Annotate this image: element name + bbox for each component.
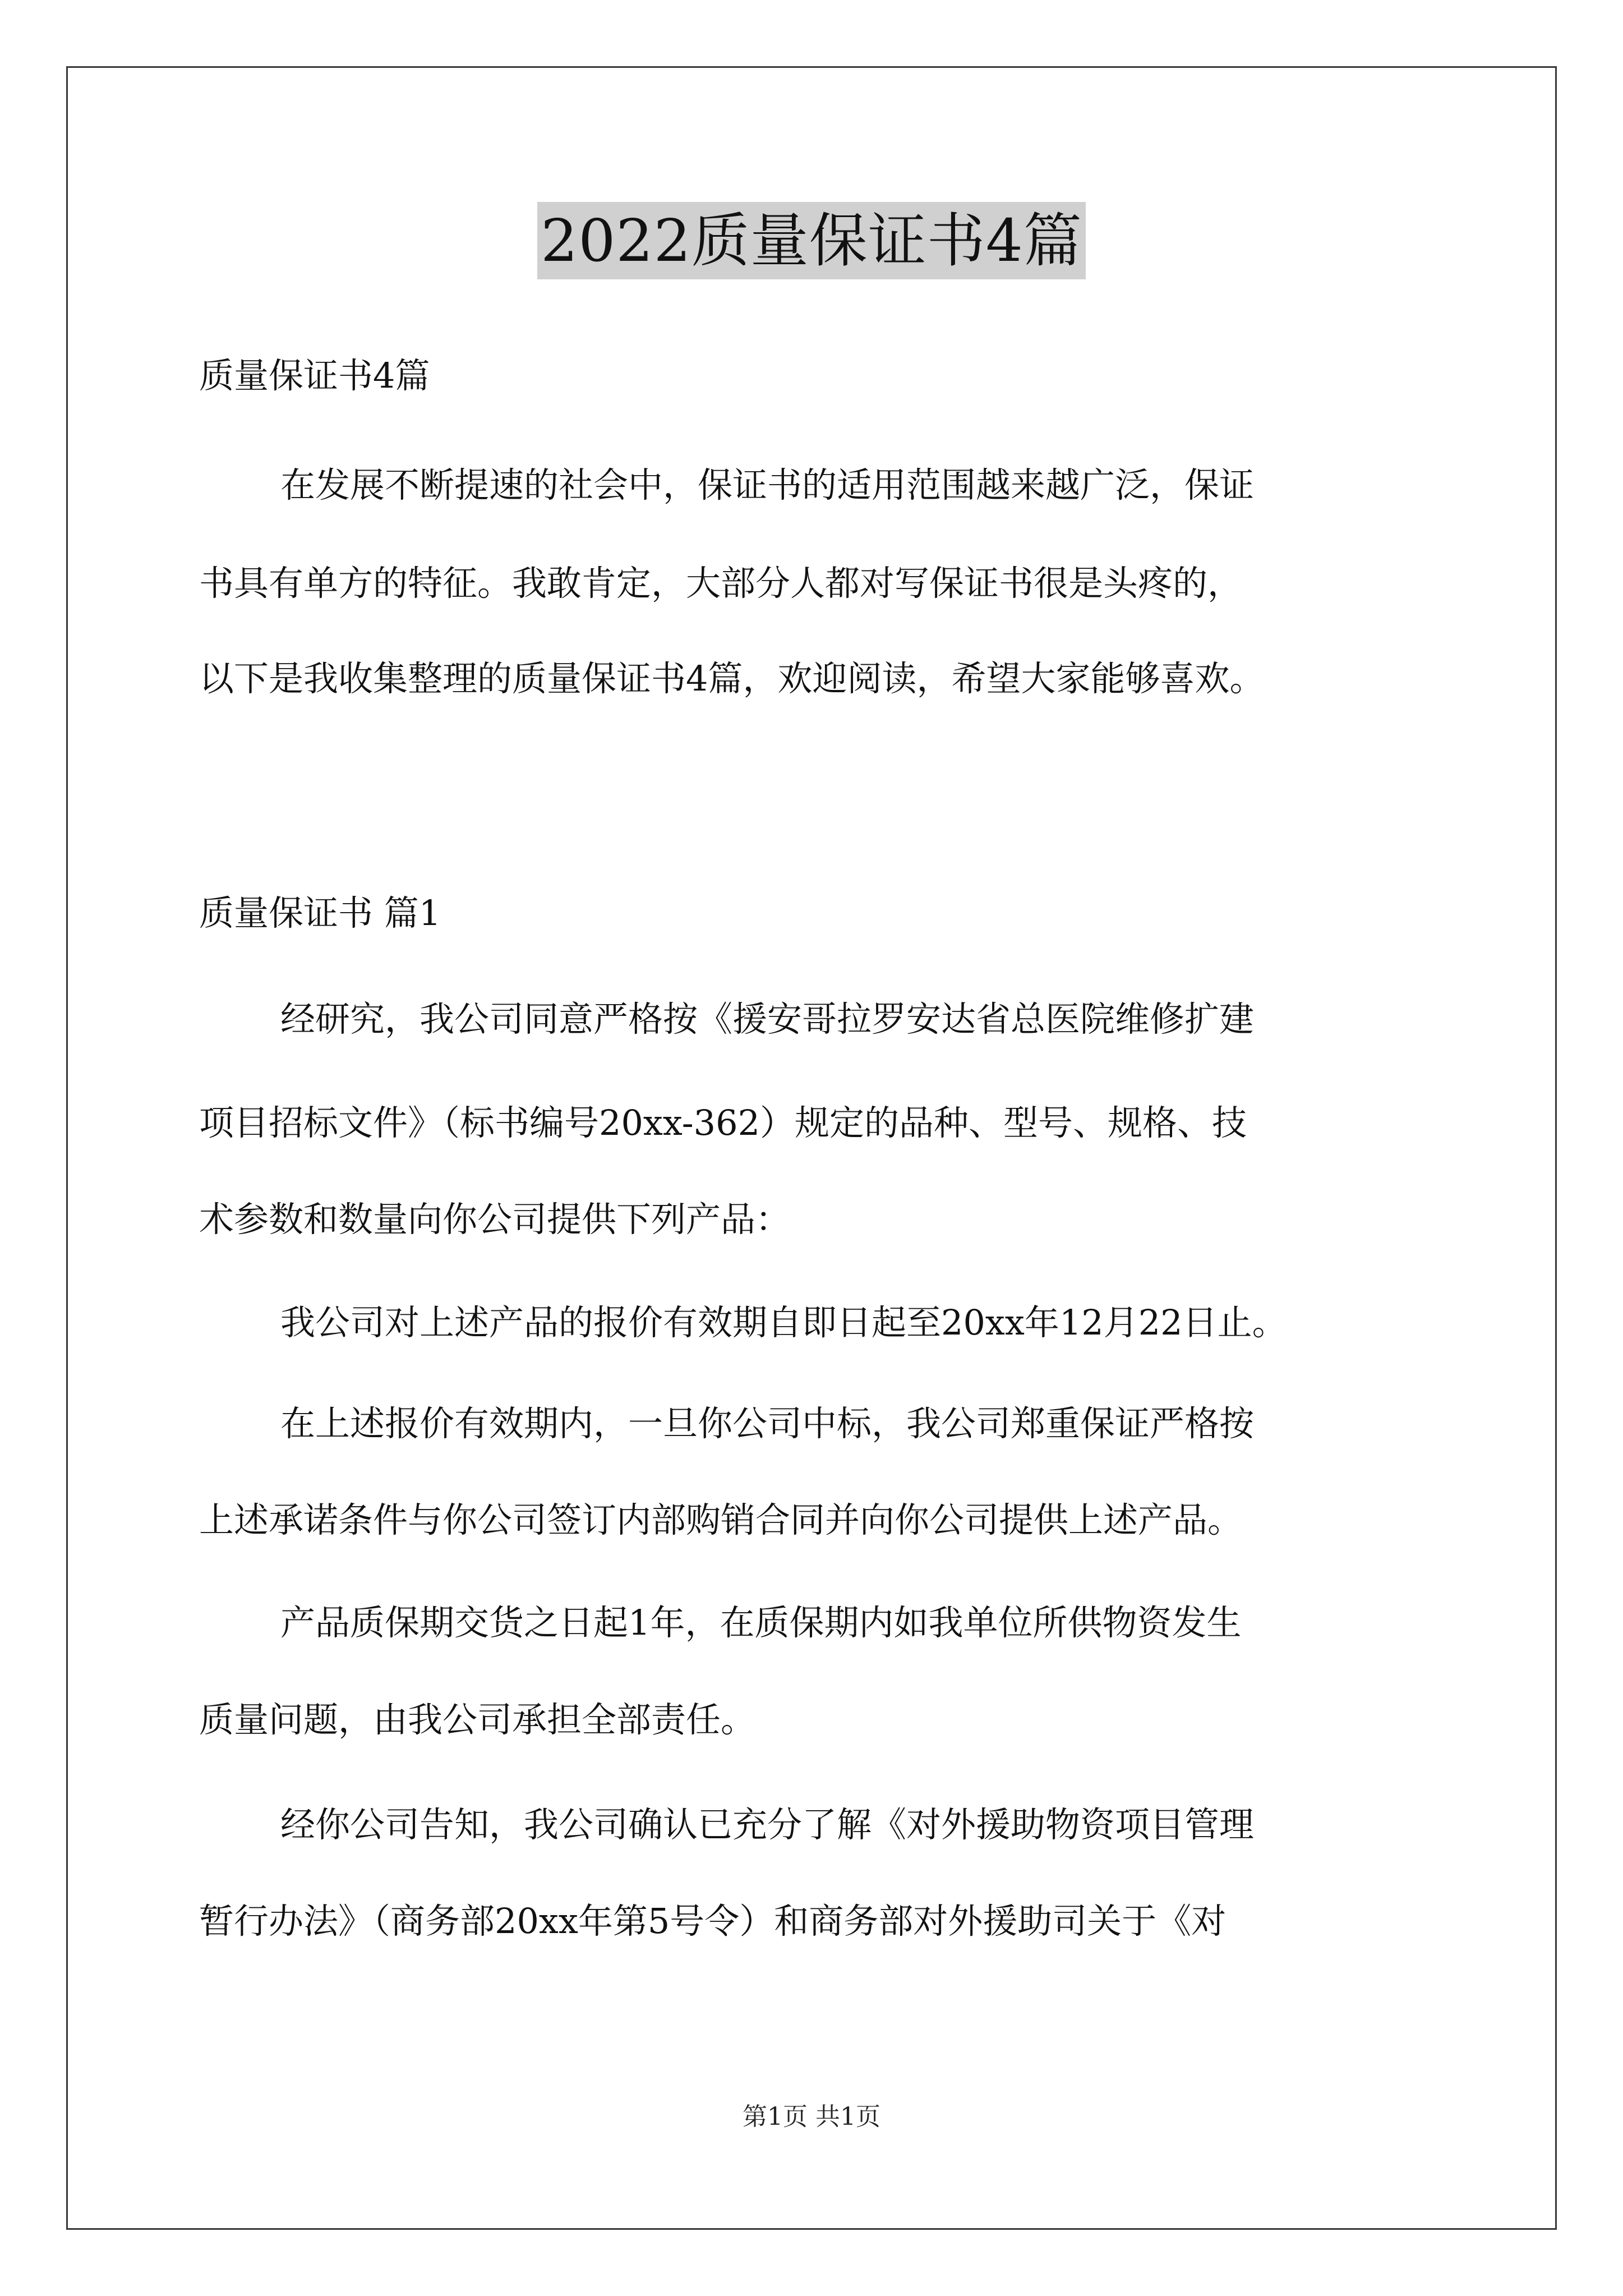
section-heading: 质量保证书 篇1 xyxy=(199,892,441,933)
page-footer: 第1页 共1页 xyxy=(743,2102,880,2131)
paragraph-line: 项目招标文件》（标书编号20xx-362）规定的品种、型号、规格、技 xyxy=(199,1102,1247,1143)
paragraph-line: 经研究，我公司同意严格按《援安哥拉罗安达省总医院维修扩建 xyxy=(280,999,1255,1039)
paragraph-line: 质量问题，由我公司承担全部责任。 xyxy=(199,1699,756,1740)
subtitle: 质量保证书4篇 xyxy=(199,355,430,396)
paragraph-line: 在发展不断提速的社会中，保证书的适用范围越来越广泛，保证 xyxy=(280,464,1255,505)
paragraph-line: 在上述报价有效期内，一旦你公司中标，我公司郑重保证严格按 xyxy=(280,1403,1255,1444)
title-container xyxy=(0,202,1623,279)
paragraph-line: 以下是我收集整理的质量保证书4篇，欢迎阅读，希望大家能够喜欢。 xyxy=(199,658,1265,699)
paragraph-line: 上述承诺条件与你公司签订内部购销合同并向你公司提供上述产品。 xyxy=(199,1499,1243,1540)
paragraph-line: 产品质保期交货之日起1年，在质保期内如我单位所供物资发生 xyxy=(280,1602,1242,1643)
paragraph-line: 我公司对上述产品的报价有效期自即日起至20xx年12月22日止。 xyxy=(280,1302,1287,1343)
document-title: 2022质量保证书4篇 xyxy=(537,202,1086,279)
paragraph-line: 经你公司告知，我公司确认已充分了解《对外援助物资项目管理 xyxy=(280,1804,1255,1845)
paragraph-line: 暂行办法》（商务部20xx年第5号令）和商务部对外援助司关于《对 xyxy=(199,1901,1227,1941)
paragraph-line: 书具有单方的特征。我敢肯定，大部分人都对写保证书很是头疼的， xyxy=(199,563,1243,604)
paragraph-line: 术参数和数量向你公司提供下列产品： xyxy=(199,1199,791,1240)
